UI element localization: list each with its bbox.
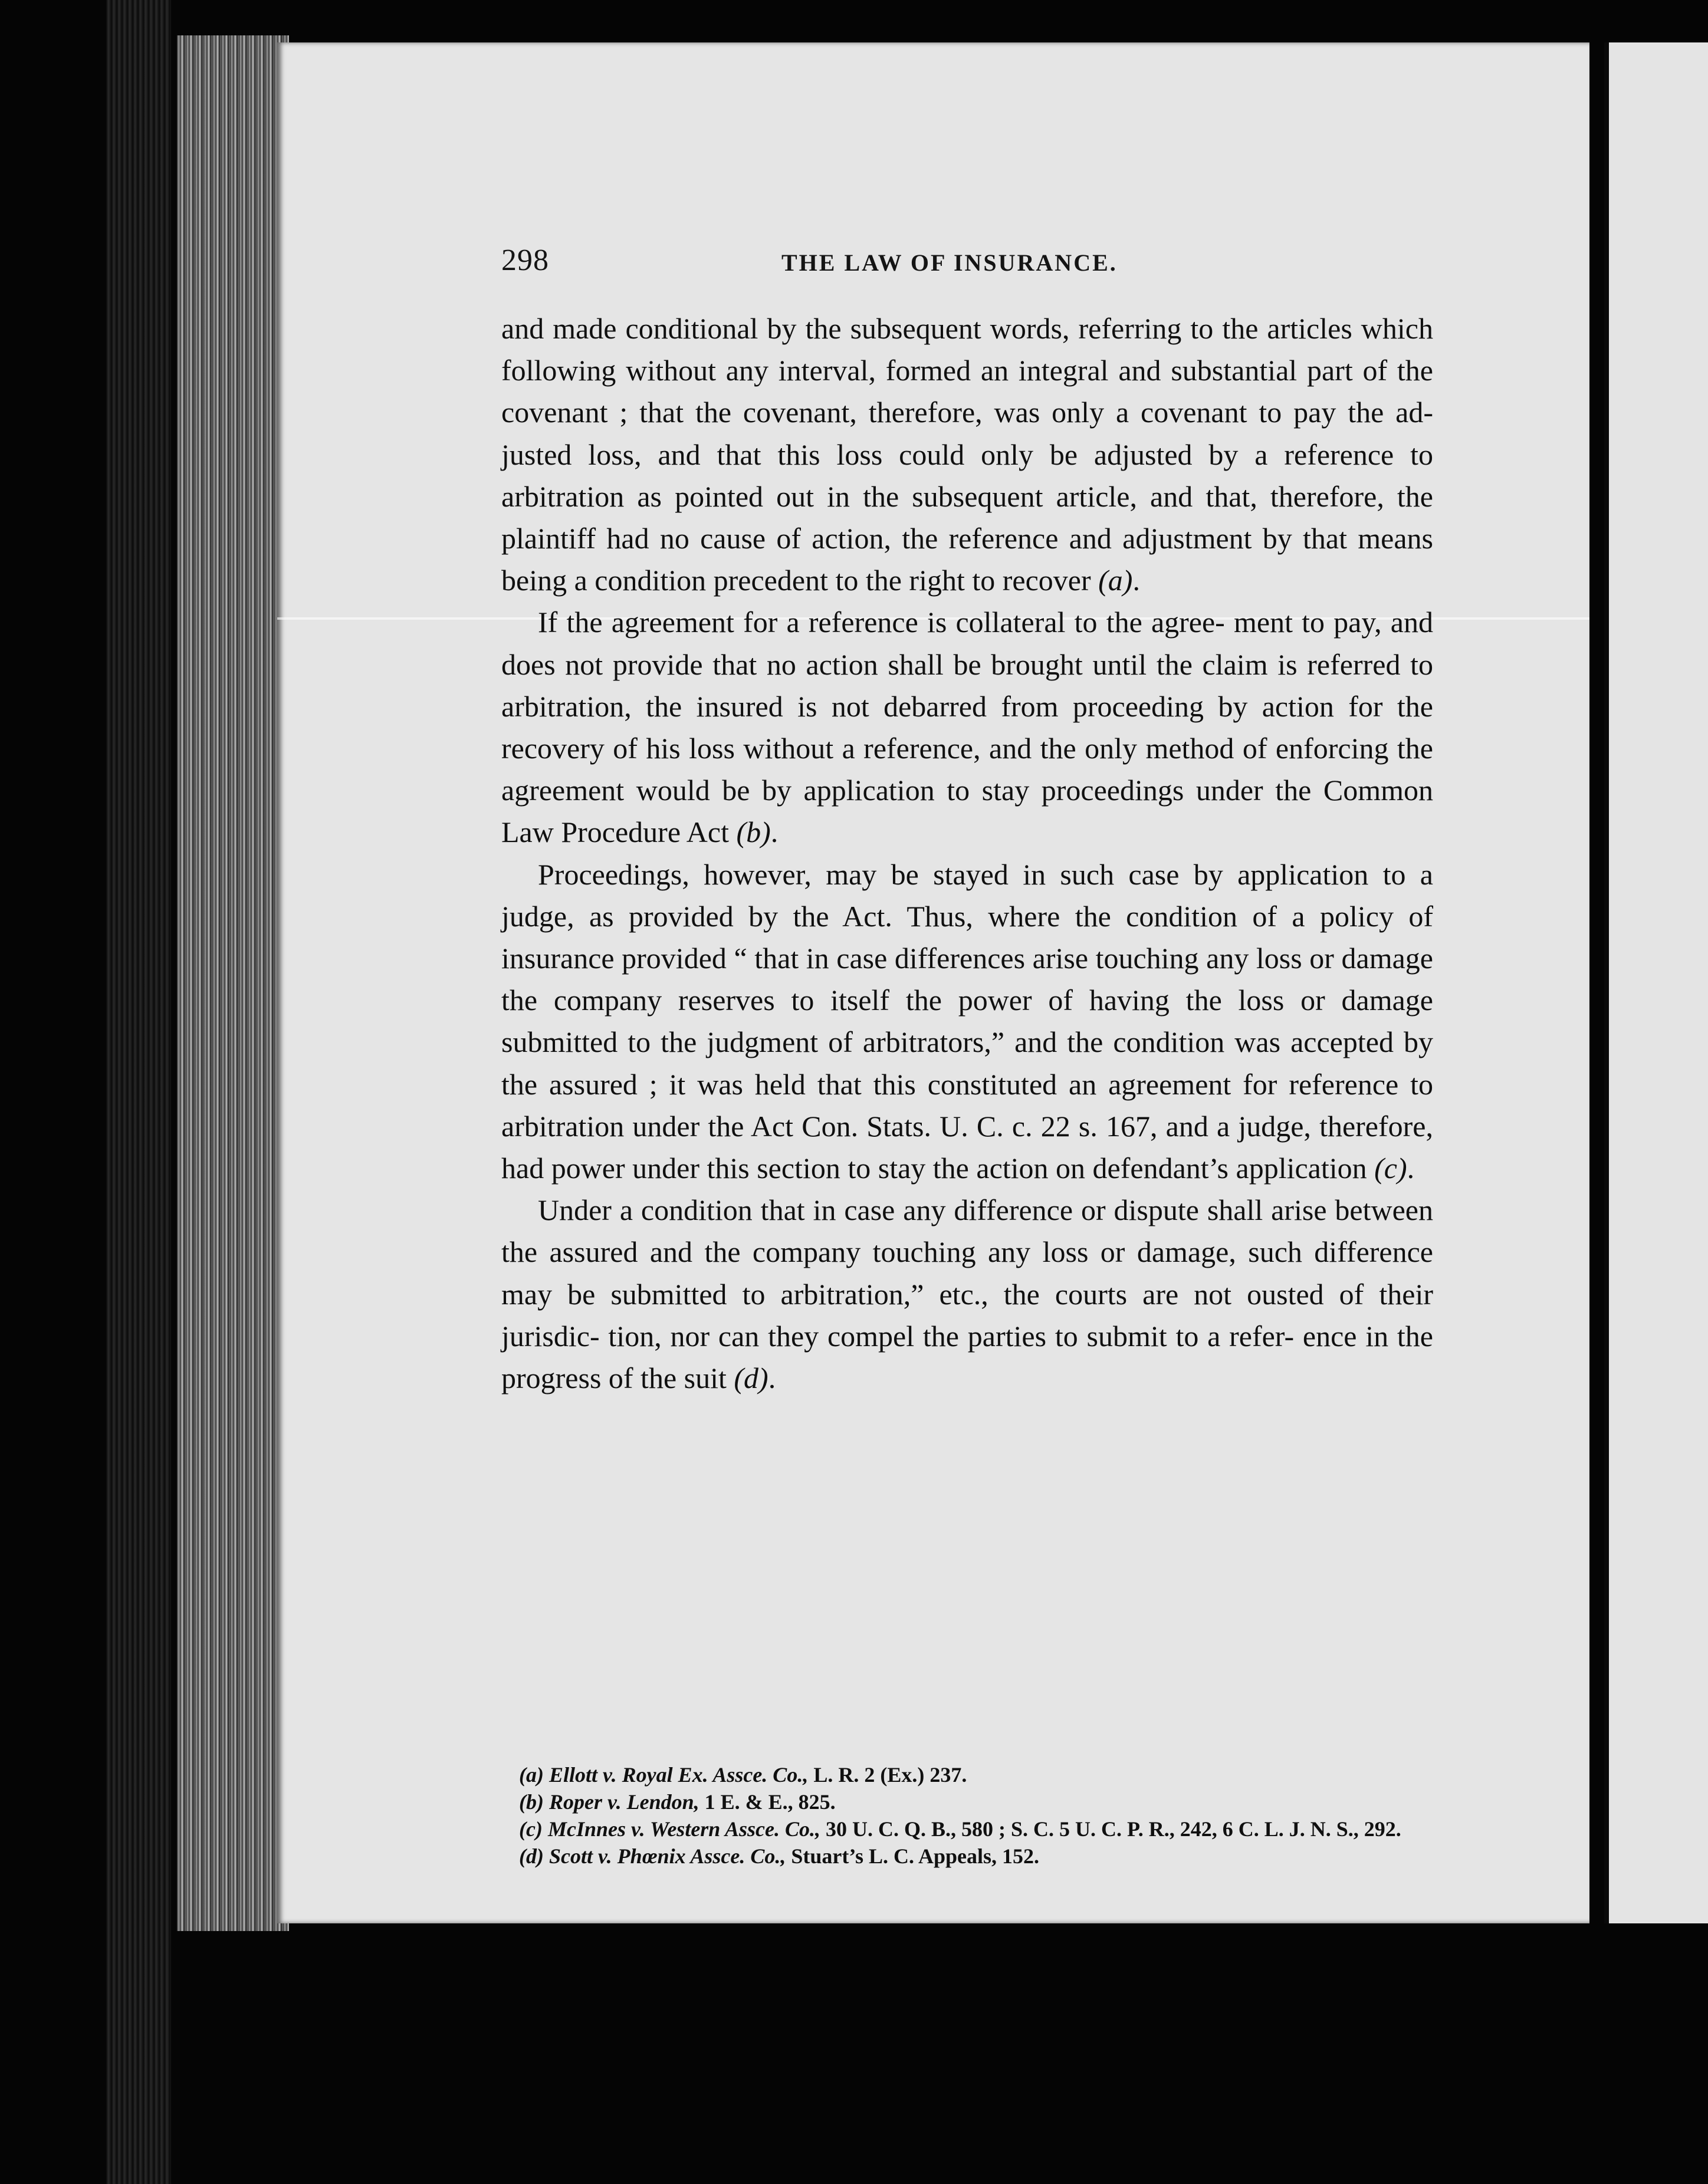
book-spine [106, 0, 171, 2184]
paragraph-end: . [1407, 1152, 1415, 1185]
citation: L. R. 2 (Ex.) 237. [808, 1763, 967, 1787]
footnote-mark: (c) [519, 1817, 543, 1841]
paragraph [501, 854, 1433, 1190]
paragraph-end: . [768, 1361, 776, 1395]
case-name: Ellott v. Royal Ex. Assce. Co., [548, 1763, 809, 1787]
citation: 1 E. & E., 825. [699, 1790, 836, 1814]
footnote-reference: (a) [1098, 564, 1133, 597]
paragraph-text: Under a condition that in case any difference or dispute shall arise between the assured and the company touching any loss or damage, such difference may be submitted to arbitration,” etc., the courts are not ousted of their jurisdic- tion, nor can they compel the parties to submit to a refer- ence in the progress of the suit [501, 1193, 1433, 1395]
footnote-reference: (b) [736, 815, 771, 849]
case-name: Scott v. Phœnix Assce. Co., [548, 1844, 786, 1868]
footnote-reference: (c) [1374, 1152, 1407, 1185]
footnote [501, 1843, 1433, 1870]
book-page [277, 42, 1589, 1923]
paragraph-text: and made conditional by the subsequent words, referring to the articles which following without any interval, formed an integral and substantial part of the covenant ; that the covenant, therefore, was only a covenant to pay the ad- justed loss, and that this loss could only be adjusted by a reference to arbitration as pointed out in the subsequent article, and that, therefore, the plaintiff had no cause of action, the reference and adjustment by that means being a condition precedent to the right to recover [501, 312, 1433, 597]
footnote-mark: (b) [519, 1790, 544, 1814]
page-number: 298 [501, 244, 549, 277]
running-title: THE LAW OF INSURANCE. [781, 249, 1118, 276]
paragraph-end: . [1132, 564, 1140, 597]
body-text [501, 308, 1433, 1399]
paragraph-text: Proceedings, however, may be stayed in such case by application to a judge, as provided by the Act. Thus, where the condition of a policy of insurance provided “ that in case differences arise touching any loss or damage the company reserves to itself the power of having the loss or damage submitted to the judgment of arbitrators,” and the condition was accepted by the assured ; it was held that this constituted an agreement for reference to arbitration under the Act Con. Stats. U. C. c. 22 s. 167, and a judge, therefore, had power under this section to stay the action on defendant’s application [501, 857, 1433, 1185]
citation: Stuart’s L. C. Appeals, 152. [786, 1844, 1040, 1868]
citation: 30 U. C. Q. B., 580 ; S. C. 5 U. C. P. R., 242, 6 C. L. J. N. S., 292. [820, 1817, 1401, 1841]
page-edges [177, 35, 289, 1931]
facing-page-edge [1604, 42, 1708, 1923]
footnote [501, 1815, 1433, 1843]
paragraph-text: If the agreement for a reference is collateral to the agree- ment to pay, and does not provide that no action shall be brought until the claim is referred to arbitration, the insured is not debarred from proceeding by action for the recovery of his loss without a reference, and the only method of enforcing the agreement would be by application to stay proceedings under the Common Law Procedure Act [501, 606, 1433, 849]
footnote [501, 1761, 1433, 1788]
case-name: Roper v. Lendon, [548, 1790, 699, 1814]
paragraph [501, 308, 1433, 601]
footnotes [501, 1761, 1433, 1870]
footnote [501, 1788, 1433, 1815]
paragraph-end: . [770, 815, 779, 849]
footnote-mark: (d) [519, 1844, 544, 1868]
paragraph [501, 601, 1433, 853]
case-name: McInnes v. Western Assce. Co., [547, 1817, 820, 1841]
footnote-mark: (a) [519, 1763, 544, 1787]
footnote-reference: (d) [734, 1361, 768, 1395]
running-head [501, 243, 1421, 290]
paragraph [501, 1189, 1433, 1399]
